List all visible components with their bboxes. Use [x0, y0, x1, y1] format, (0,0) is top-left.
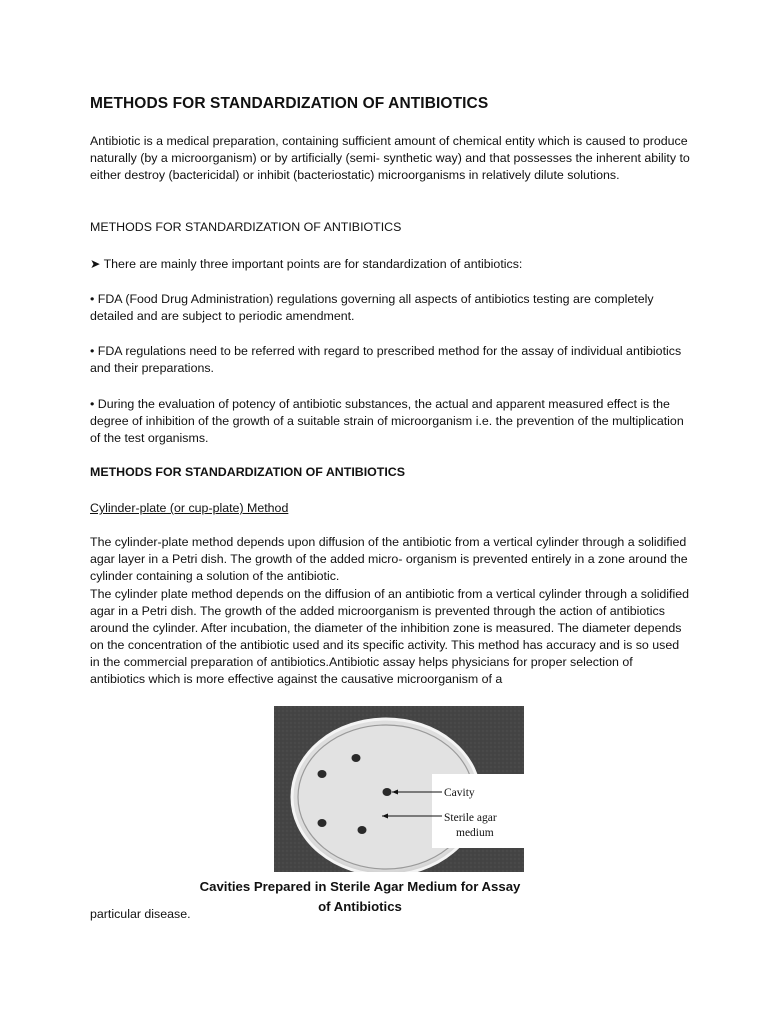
method-title: Cylinder-plate (or cup-plate) Method: [90, 501, 289, 515]
cavity-dot: [318, 819, 327, 827]
cavity-dot: [383, 788, 392, 796]
document-title: METHODS FOR STANDARDIZATION OF ANTIBIOTICS: [90, 95, 489, 112]
agar-label-line2: medium: [456, 827, 494, 839]
figure-caption-line1: Cavities Prepared in Sterile Agar Medium for Assay: [199, 879, 521, 894]
subheading-methods: METHODS FOR STANDARDIZATION OF ANTIBIOTICS: [90, 220, 402, 234]
bullet-fda-assay: • FDA regulations need to be referred with regard to prescribed method for the assay of individual antibiotics and their preparations.: [90, 344, 682, 375]
petri-dish-figure: [274, 706, 524, 872]
bullet-potency-evaluation: • During the evaluation of potency of antibiotic substances, the actual and apparent measured effect is the degree of inhibition of the growth of a suitable strain of microorganism i.e. the prevention of the multiplication of the test organisms.: [90, 397, 684, 445]
cavity-dot: [352, 754, 361, 762]
petri-dish-illustration: [274, 706, 524, 872]
figure-caption-line2: of Antibiotics: [318, 899, 402, 914]
cavity-label: Cavity: [444, 787, 475, 799]
method-paragraph-2: The cylinder plate method depends on the diffusion of an antibiotic from a vertical cylinder through a solidified agar in a Petri dish. The growth of the added microorganism is prevented through the action of antibiotics around the cylinder. After incubation, the diameter of the inhibition zone is measured. The diameter depends on the concentration of the antibiotic used and its specific activity. This method has accuracy and is so used in the commercial preparation of antibiotics.Antibiotic assay helps physicians for proper selection of antibiotics which is more effective against the causative microorganism of a: [90, 587, 690, 686]
method-paragraph-1: The cylinder-plate method depends upon diffusion of the antibiotic from a vertical cylinder through a solidified agar layer in a Petri dish. The growth of the added micro- organism is prevented entirely in a zone around the cylinder containing a solution of the antibiotic.: [90, 535, 688, 583]
cavity-dot: [318, 770, 327, 778]
continuation-text: particular disease.: [90, 907, 191, 921]
bullet-fda-regulations: • FDA (Food Drug Administration) regulations governing all aspects of antibiotics testing are completely detailed and are subject to periodic amendment.: [90, 292, 654, 323]
intro-paragraph: Antibiotic is a medical preparation, containing sufficient amount of chemical entity which is caused to produce naturally (by a microorganism) or by artificially (semi- synthetic way) and that possesses the inherent ability to either destroy (bactericidal) or inhibit (bacteriostatic) microorganisms in relatively dilute solutions.: [90, 134, 690, 182]
agar-label-line1: Sterile agar: [444, 812, 497, 824]
subheading-methods-bold: METHODS FOR STANDARDIZATION OF ANTIBIOTICS: [90, 465, 406, 479]
points-intro: ➤ There are mainly three important points are for standardization of antibiotics:: [90, 257, 523, 271]
cavity-dot: [358, 826, 367, 834]
